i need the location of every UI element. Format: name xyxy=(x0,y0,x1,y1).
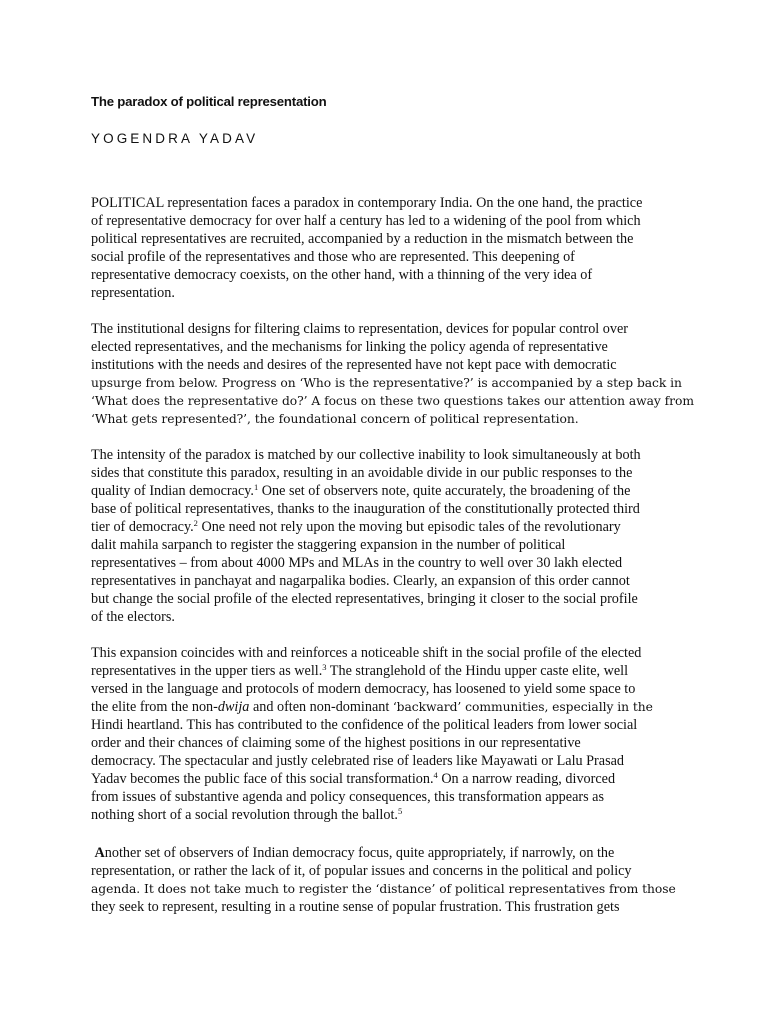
text-line: Hindi heartland. This has contributed to the confidence of the political leaders from lower social xyxy=(91,717,638,733)
text-line: institutions with the needs and desires of the represented have not kept pace with democratic xyxy=(91,357,617,373)
text-line xyxy=(91,770,689,788)
text-line: democracy. The spectacular and justly celebrated rise of leaders like Mayawati or Lalu Prasad xyxy=(91,753,624,769)
text-line: of representative democracy for over half a century has led to a widening of the pool from which xyxy=(91,213,641,229)
text-span: One set of observers note, quite accurately, the broadening of the xyxy=(258,483,631,499)
paragraph-2 xyxy=(91,320,694,428)
text-span: the elite from the non- xyxy=(91,699,218,715)
text-line: POLITICAL representation faces a paradox in contemporary India. On the one hand, the practice xyxy=(91,195,643,211)
paragraph-5 xyxy=(91,844,689,916)
text-span: On a narrow reading, divorced xyxy=(437,771,616,787)
footnote-ref[interactable]: 4 xyxy=(433,770,438,780)
text-span: One need not rely upon the moving but episodic tales of the revolutionary xyxy=(197,519,621,535)
text-line: ‘What does the representative do?’ A focus on these two questions takes our attention away from xyxy=(91,394,694,408)
text-line: they seek to represent, resulting in a routine sense of popular frustration. This frustration gets xyxy=(91,899,620,915)
text-line xyxy=(91,806,689,824)
text-line xyxy=(91,844,689,862)
drop-cap: A xyxy=(94,845,105,861)
text-line xyxy=(91,662,689,680)
text-line: agenda. It does not take much to register the ‘distance’ of political representatives from those xyxy=(91,882,676,896)
article-title: The paradox of political representation xyxy=(91,94,327,109)
text-span: quality of Indian democracy. xyxy=(91,483,254,499)
article-body xyxy=(91,194,694,916)
text-span: nothing short of a social revolution through the ballot. xyxy=(91,807,398,823)
text-line: social profile of the representatives and those who are represented. This deepening of xyxy=(91,249,575,265)
text-line: representative democracy coexists, on the other hand, with a thinning of the very idea of xyxy=(91,267,593,283)
text-line xyxy=(91,518,689,536)
text-line: order and their chances of claiming some of the highest positions in our representative xyxy=(91,735,581,751)
text-line: dalit mahila sarpanch to register the staggering expansion in the number of political xyxy=(91,537,566,553)
footnote-ref[interactable]: 1 xyxy=(253,482,259,492)
text-line: sides that constitute this paradox, resulting in an avoidable divide in our public responses to the xyxy=(91,465,633,481)
footnote-ref[interactable]: 3 xyxy=(322,662,327,672)
text-line: ‘What gets represented?’, the foundational concern of political representation. xyxy=(91,412,579,426)
text-line: representatives in panchayat and nagarpalika bodies. Clearly, an expansion of this order cannot xyxy=(91,573,630,589)
text-span: The stranglehold of the Hindu upper caste elite, well xyxy=(326,663,629,679)
text-line: elected representatives, and the mechanisms for linking the policy agenda of representative xyxy=(91,339,608,355)
text-line: but change the social profile of the elected representatives, bringing it closer to the social profile xyxy=(91,591,638,607)
text-line: representation. xyxy=(91,285,175,301)
article-author: YOGENDRA YADAV xyxy=(91,131,259,146)
paragraph-1 xyxy=(91,194,689,302)
paragraph-4 xyxy=(91,644,689,824)
text-line: from issues of substantive agenda and policy consequences, this transformation appears as xyxy=(91,789,604,805)
text-span: nother set of observers of Indian democracy focus, quite appropriately, if narrowly, on the xyxy=(104,845,615,861)
text-span: Yadav becomes the public face of this social transformation. xyxy=(91,771,434,787)
text-line: The intensity of the paradox is matched by our collective inability to look simultaneously at both xyxy=(91,447,641,463)
italic-term: dwija xyxy=(217,699,250,715)
text-span: tier of democracy. xyxy=(91,519,194,535)
text-line: upsurge from below. Progress on ‘Who is the representative?’ is accompanied by a step back in xyxy=(91,376,682,390)
text-line: This expansion coincides with and reinforces a noticeable shift in the social profile of the elected xyxy=(91,645,642,661)
footnote-ref[interactable]: 2 xyxy=(193,518,198,528)
text-line: representation, or rather the lack of it, of popular issues and concerns in the political and policy xyxy=(91,863,632,879)
text-line: of the electors. xyxy=(91,609,175,625)
text-line: political representatives are recruited, accompanied by a reduction in the mismatch between the xyxy=(91,231,634,247)
text-line: versed in the language and protocols of modern democracy, has loosened to yield some space to xyxy=(91,681,636,697)
text-line: The institutional designs for filtering claims to representation, devices for popular control over xyxy=(91,321,629,337)
text-span: ‘backward’ communities, especially in the xyxy=(392,700,653,714)
text-line xyxy=(91,482,689,500)
text-span: and often non-dominant xyxy=(249,699,393,715)
document-page xyxy=(91,92,694,934)
text-line: base of political representatives, thanks to the inauguration of the constitutionally protected third xyxy=(91,501,640,517)
paragraph-3 xyxy=(91,446,689,626)
text-span: representatives in the upper tiers as well. xyxy=(91,663,323,679)
footnote-ref[interactable]: 5 xyxy=(397,806,403,816)
text-line: representatives – from about 4000 MPs and MLAs in the country to well over 30 lakh elected xyxy=(91,555,623,571)
text-line xyxy=(91,698,689,716)
